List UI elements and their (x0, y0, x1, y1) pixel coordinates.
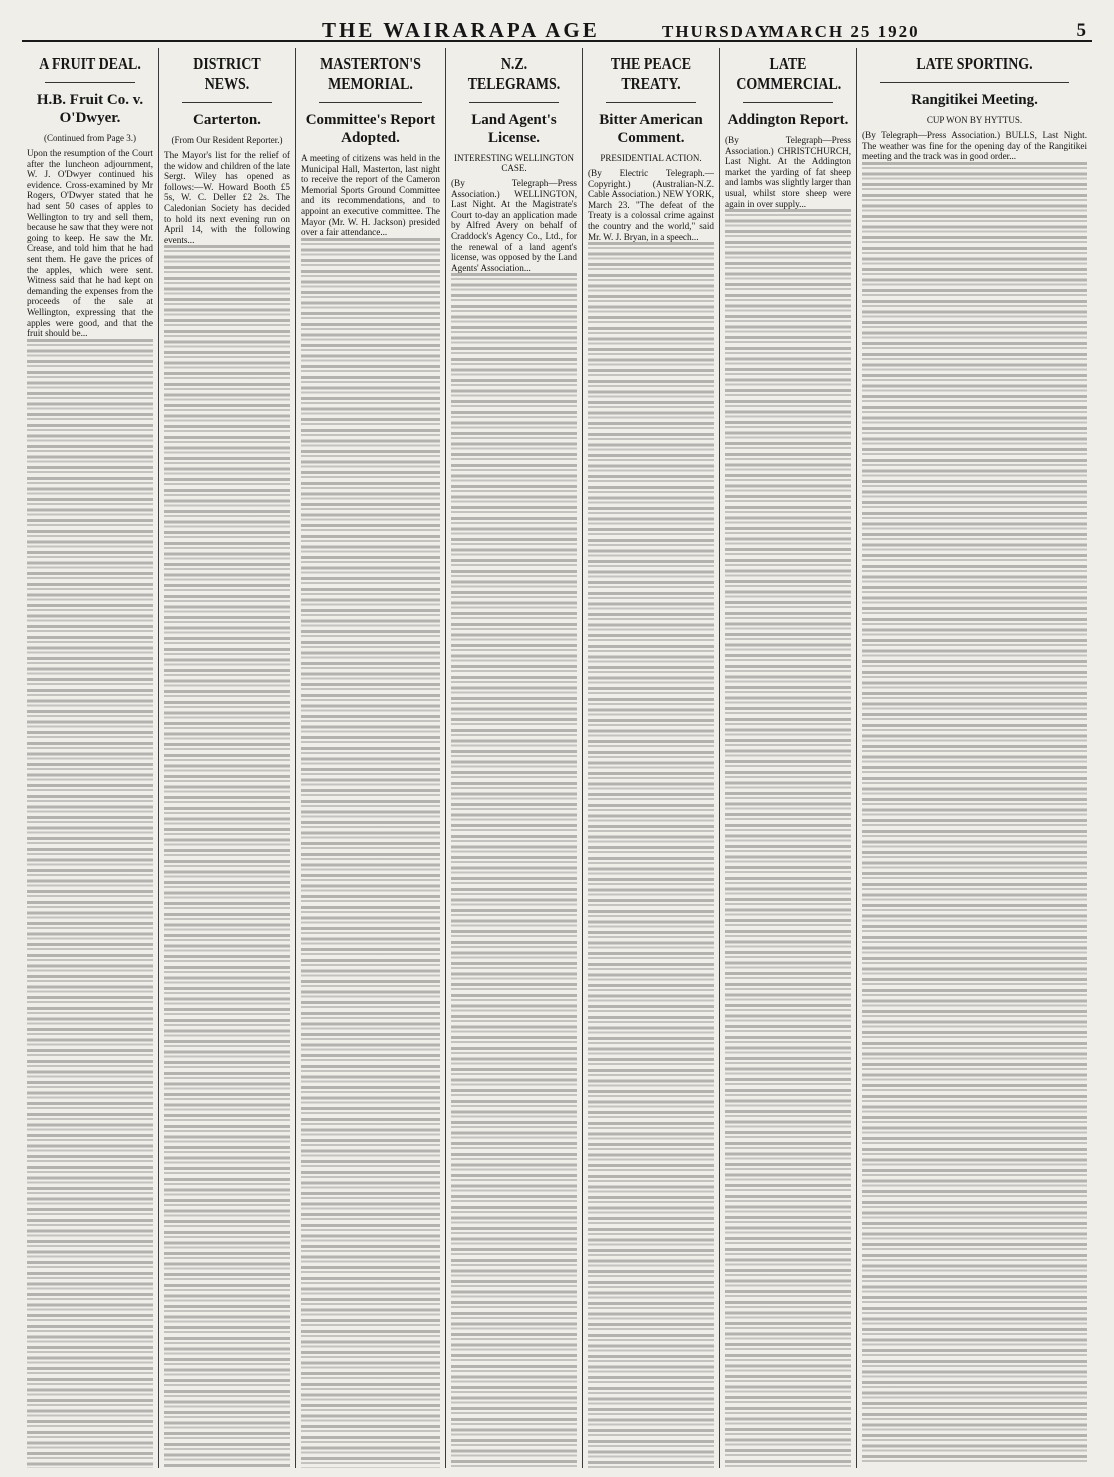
column-heading: LATE SPORTING. (916, 54, 1033, 73)
column-heading: LATE COMMERCIAL. (736, 54, 842, 93)
column-heading: N.Z. TELEGRAMS. (467, 54, 561, 93)
column-text-continued (27, 339, 153, 1468)
column-text: (By Telegraph—Press Association.) BULLS, Last Night. The weather was fine for the opening day of the Rangitikei meeting and the track was in good order... (862, 130, 1087, 162)
column-subheading: Bitter American Comment. (599, 112, 703, 146)
column-heading: THE PEACE TREATY. (610, 54, 692, 93)
column-subheading: Land Agent's License. (471, 112, 557, 146)
newspaper-title: THE WAIRARAPA AGE (322, 18, 600, 42)
column-text: (By Telegraph—Press Association.) CHRISTCHURCH, Last Night. At the Addington market the yarding of fat sheep and lambs was slightly larger than usual, whilst store sheep were again in over supply... (725, 135, 851, 209)
column-late-commercial (720, 48, 857, 1468)
column-note: CUP WON BY HYTTUS. (926, 115, 1023, 125)
column-heading: DISTRICT NEWS. (193, 54, 261, 93)
column-late-sporting (857, 48, 1092, 1468)
column-text: A meeting of citizens was held in the Municipal Hall, Masterton, last night to receive the report of the Cameron Memorial Sports Ground Committee and its recommendations, and to appoint an executive committee. The Mayor (Mr. W. H. Jackson) presided over a fair attendance... (301, 153, 440, 238)
column-text-continued (301, 238, 440, 1468)
column-mastertons-memorial (296, 48, 446, 1468)
column-text-continued (588, 242, 714, 1468)
column-subheading: H.B. Fruit Co. v. O'Dwyer. (36, 92, 144, 126)
column-district-news (159, 48, 296, 1468)
column-text: (By Telegraph—Press Association.) WELLINGTON, Last Night. At the Magistrate's Court to-day an application made by Alfred Avery on behalf of Craddock's Agency Co., Ltd., for the renewal of a land agent's license, was opposed by the Land Agents' Association... (451, 178, 577, 273)
column-fruit-deal (22, 48, 159, 1468)
page-number: 5 (1076, 20, 1086, 41)
column-heading: MASTERTON'S MEMORIAL. (320, 54, 421, 93)
column-text-continued (862, 162, 1087, 1462)
column-nz-telegrams (446, 48, 583, 1468)
issue-date: MARCH 25 1920 (768, 22, 920, 41)
column-text: The Mayor's list for the relief of the widow and children of the late Sergt. Wiley has opened as follows:—W. Howard Booth £5 5s, W. C. Deller £2 2s. The Caledonian Society has decided to hold its next evening run on April 14, with the following events... (164, 150, 290, 245)
column-peace-treaty (583, 48, 720, 1468)
newspaper-columns (22, 48, 1092, 1468)
masthead (22, 18, 1092, 42)
column-subheading: Committee's Report Adopted. (305, 112, 436, 146)
column-text: (By Electric Telegraph.—Copyright.) (Australian-N.Z. Cable Association.) NEW YORK, March 23. "The defeat of the Treaty is a colossal crime against the country and the world," said Mr. W. J. Bryan, in a speech... (588, 168, 714, 242)
issue-day: THURSDAY (662, 22, 772, 41)
column-text: Upon the resumption of the Court after the luncheon adjournment, W. J. O'Dwyer continued his evidence. Cross-examined by Mr Rogers, O'Dwyer stated that he had sent 50 cases of apples to Wellington to try and sell them, because he saw that they were not going to keep. He saw the Mr. Crease, and told him that he had sent them. He gave the prices of the apples, which were sent. Witness said that he had kept on demanding the expenses from the proceeds of the sale at Wellington, expressing that the apples were good, and that the fruit should be... (27, 148, 153, 339)
column-note: PRESIDENTIAL ACTION. (600, 153, 702, 163)
column-note: (Continued from Page 3.) (44, 133, 136, 143)
column-text-continued (451, 273, 577, 1468)
column-text-continued (164, 245, 290, 1468)
column-subheading: Rangitikei Meeting. (911, 92, 1038, 108)
column-heading: A FRUIT DEAL. (39, 54, 141, 73)
column-subheading: Carterton. (193, 112, 261, 128)
column-text-continued (725, 209, 851, 1468)
column-note: (From Our Resident Reporter.) (171, 135, 283, 145)
column-subheading: Addington Report. (727, 112, 849, 128)
column-note: INTERESTING WELLINGTON CASE. (454, 153, 574, 173)
